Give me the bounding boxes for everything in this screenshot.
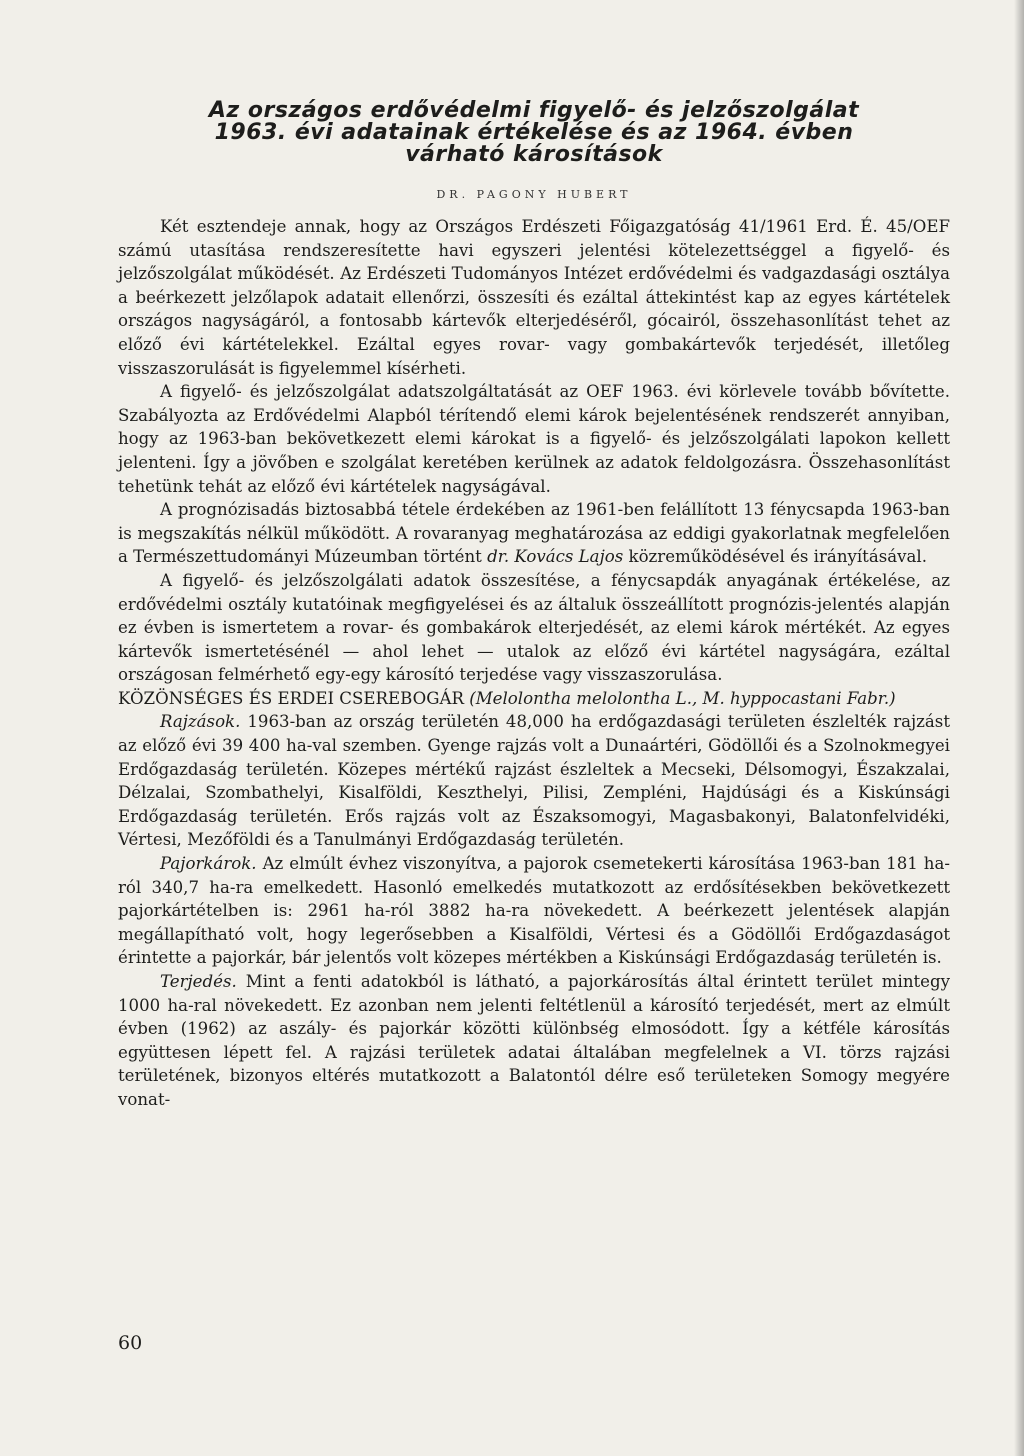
subsection-text: 1963-ban az ország területén 48,000 ha erdőgazdasági területen észlelték rajzást az előző évi 39 400 ha-val szemben. Gyenge rajzás volt a Dunaártéri, Gödöllői és a Szolnokmegyei Erdőgazdaság területén. Közepes mértékű rajzást észleltek a Mecseki, Délsomogyi, Északzalai, Délzalai, Szombathelyi, Kisalföldi, Keszthelyi, Pilisi, Zempléni, Hajdúsági és a Kiskúnsági Erdőgazdaság területén. Erős rajzás volt az Északsomogyi, Magasbakonyi, Balatonfelvidéki, Vértesi, Mezőföldi és a Tanulmányi Erdőgazdaság területén.: [118, 712, 950, 850]
page-edge-shadow: [1014, 0, 1024, 1456]
title-line-3: várható károsítások: [405, 142, 663, 167]
section-heading-text: KÖZÖNSÉGES ÉS ERDEI CSEREBOGÁR: [118, 688, 464, 708]
author-byline: DR. PAGONY HUBERT: [436, 188, 632, 201]
prognosis-text-after: közreműködésével és irányításával.: [623, 547, 928, 567]
prognosis-text-before: A prognózisadás biztosabbá tétele érdekében az 1961-ben felállított 13 fénycsapda 1963-ban is megszakítás nélkül működött. A rovaranyag meghatározása az eddigi gyakorlatnak megfelelően a Természettudományi Múzeumban történt: [118, 500, 950, 567]
subsection-lead: Rajzások.: [160, 712, 241, 732]
title-line-1: Az országos erdővédelmi figyelő- és jelzőszolgálat: [208, 98, 860, 123]
summary-paragraph: A figyelő- és jelzőszolgálati adatok összesítése, a fénycsapdák anyagának értékelése, az erdővédelmi osztály kutatóinak megfigyelései és az általuk összeállított prognózis-jelentés alapján ez évben is ismertetem a rovar- és gombakárok elterjedését, az elemi károk mértékét. Az egyes kártevők ismertetésénél — ahol lehet — utalok az előző évi kártétel nagyságára, ezáltal országosan felmérhető egy-egy károsító terjedése vagy visszaszorulása.: [118, 570, 950, 685]
section-heading: [118, 687, 950, 711]
person-name: dr. Kovács Lajos: [487, 547, 624, 567]
article: [118, 100, 950, 1112]
subsection-pajorkarok: [118, 852, 950, 970]
page-number: 60: [118, 1332, 143, 1354]
intro-paragraph-2: A figyelő- és jelzőszolgálat adatszolgáltatását az OEF 1963. évi körlevele tovább bővítette. Szabályozta az Erdővédelmi Alapból térítendő elemi károk bejelentésének rendszerét annyiban, hogy az 1963-ban bekövetkezett elemi károkat is a figyelő- és jelzőszolgálati lapokon kellett jelenteni. Így a jövőben e szolgálat keretében kerülnek az adatok feldolgozásra. Összehasonlítást tehetünk tehát az előző évi kártételek nagyságával.: [118, 382, 950, 496]
article-title: [118, 100, 950, 166]
subsection-text: Az elmúlt évhez viszonyítva, a pajorok csemetekerti károsítása 1963-ban 181 ha-ról 340,7 ha-ra emelkedett. Hasonló emelkedés mutatkozott az erdősítésekben bekövetkezett pajorkártételben is: 2961 ha-ról 3882 ha-ra növekedett. A beérkezett jelentések alapján megállapítható volt, hogy legerősebben a Kisalföldi, Vértesi és a Gödöllői Erdőgazdaságot érintette a pajorkár, bár jelentős volt közepes mértékben a Kiskúnsági Erdőgazdaság területén is.: [118, 854, 950, 968]
subsection-text: Mint a fenti adatokból is látható, a pajorkárosítás által érintett terület mintegy 1000 ha-ral növekedett. Ez azonban nem jelenti feltétlenül a károsító terjedését, mert az elmúlt évben (1962) az aszály- és pajorkár közötti különbség elmosódott. Így a kétféle károsítás együttesen lépett fel. A rajzási területek adatai általában megfelelnek a VI. törzs rajzási területének, bizonyos eltérés mutatkozott a Balatontól délre eső területeken Somogy megyére vonat-: [118, 972, 950, 1109]
subsection-rajzasok: [118, 710, 950, 852]
section-heading-latin: (Melolontha melolontha L., M. hyppocastani Fabr.): [469, 688, 896, 708]
title-line-2: 1963. évi adatainak értékelése és az 1964. évben: [214, 120, 854, 145]
subsection-lead: Terjedés.: [160, 972, 237, 991]
subsection-terjedes: [118, 970, 950, 1112]
intro-paragraph-1: Két esztendeje annak, hogy az Országos Erdészeti Főigazgatóság 41/1961 Erd. É. 45/OEF számú utasítása rendszeresítette havi egyszeri jelentési kötelezettséggel a figyelő- és jelzőszolgálat működését. Az Erdészeti Tudományos Intézet erdővédelmi és vadgazdasági osztálya a beérkezett jelzőlapok adatait ellenőrzi, összesíti és ezáltal áttekintést kap az egyes kártételek országos nagyságáról, a fontosabb kártevők elterjedéséről, gócairól, összehasonlítást tehet az előző évi kártételekkel. Ezáltal egyes rovar- vagy gombakártevők terjedését, illetőleg visszaszorulását is figyelemmel kísérheti.: [118, 217, 950, 378]
prognosis-paragraph: [118, 498, 950, 569]
subsection-lead: Pajorkárok.: [160, 854, 257, 874]
